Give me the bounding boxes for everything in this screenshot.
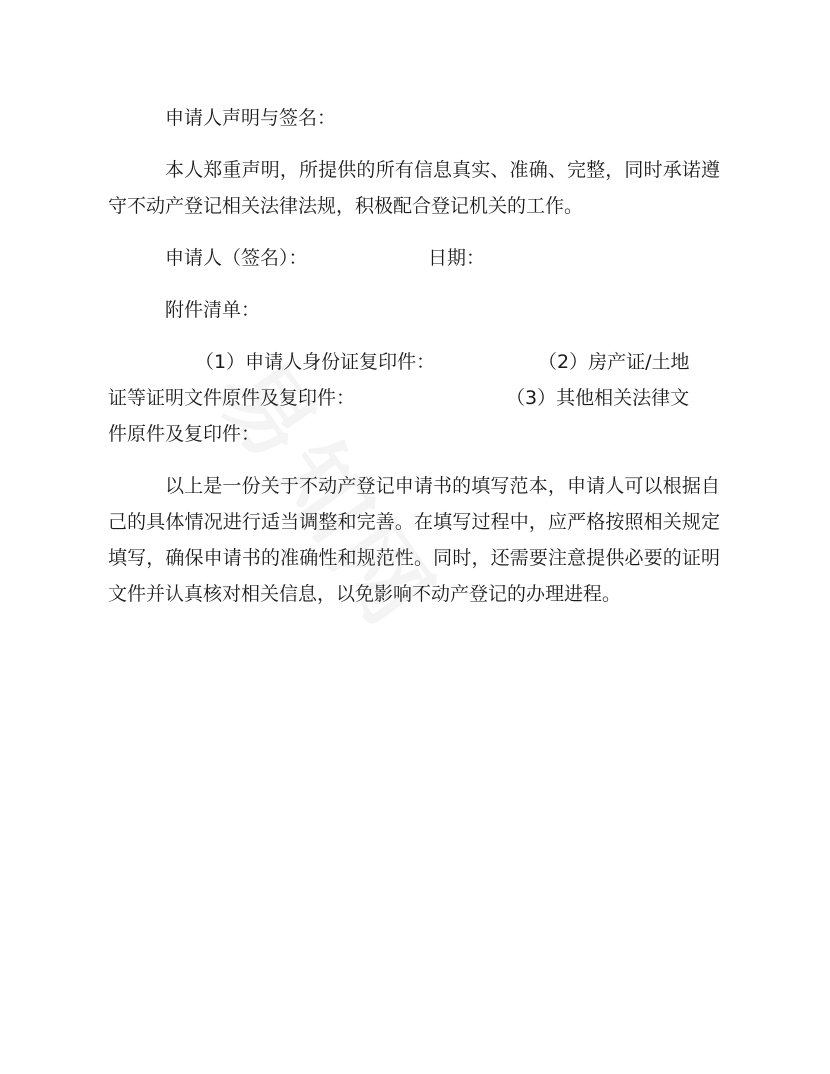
attachment-item-3-end: 件原件及复印件： <box>108 423 261 445</box>
attachments-title: 附件清单： <box>165 299 261 321</box>
declaration-paragraph: 本人郑重声明，所提供的所有信息真实、准确、完整，同时承诺遵守不动产登记相关法律法规，积极配合登记机关的工作。 <box>108 159 720 217</box>
attachment-item-1: （1）申请人身份证复印件： <box>195 351 436 373</box>
attachment-item-3-start: （3）其他相关法律文 <box>506 387 690 409</box>
section-heading: 申请人声明与签名： <box>165 107 337 129</box>
date-label: 日期： <box>428 247 486 269</box>
document-body <box>108 100 720 612</box>
attachment-item-2-start: （2）房产证/土地 <box>538 351 690 373</box>
applicant-signature-label: 申请人（签名）： <box>165 247 308 269</box>
closing-paragraph: 以上是一份关于不动产登记申请书的填写范本，申请人可以根据自己的具体情况进行适当调整和完善。在填写过程中，应严格按照相关规定填写，确保申请书的准确性和规范性。同时，还需要注意提供必要的证明文件并认真核对相关信息，以免影响不动产登记的办理进程。 <box>108 475 720 605</box>
attachments-list <box>108 344 720 452</box>
signature-row <box>108 240 720 276</box>
attachment-item-2-end: 证等证明文件原件及复印件： <box>108 387 356 409</box>
